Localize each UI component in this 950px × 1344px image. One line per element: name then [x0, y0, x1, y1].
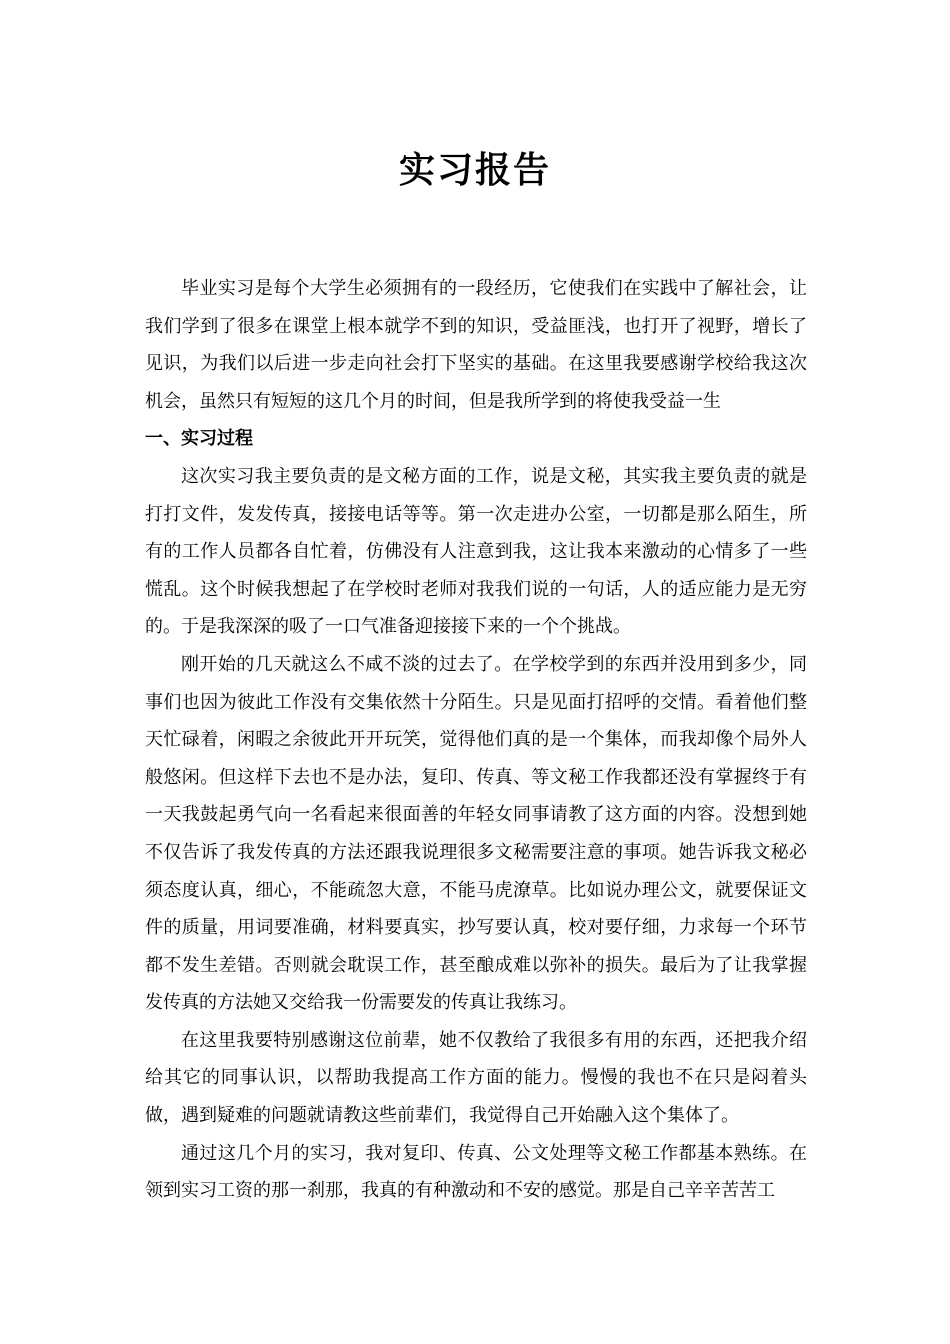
body-paragraph: 通过这几个月的实习，我对复印、传真、公文处理等文秘工作都基本熟练。在领到实习工资的那一刹那，我真的有种激动和不安的感觉。那是自己辛辛苦苦工 [145, 1142, 807, 1202]
body-paragraph: 这次实习我主要负责的是文秘方面的工作，说是文秘，其实我主要负责的就是打打文件，发发传真，接接电话等等。第一次走进办公室，一切都是那么陌生，所有的工作人员都各自忙着，仿佛没有人注意到我，这让我本来激动的心情多了一些慌乱。这个时候我想起了在学校时老师对我我们说的一句话，人的适应能力是无穷的。于是我深深的吸了一口气准备迎接接下来的一个个挑战。 [145, 465, 807, 638]
section-heading: 一、实习过程 [145, 428, 253, 450]
body-paragraph: 在这里我要特别感谢这位前辈，她不仅教给了我很多有用的东西，还把我介绍给其它的同事认识，以帮助我提高工作方面的能力。慢慢的我也不在只是闷着头做，遇到疑难的问题就请教这些前辈们，我觉得自己开始融入这个集体了。 [145, 1029, 807, 1127]
document-body [145, 270, 807, 1210]
body-paragraph: 刚开始的几天就这么不咸不淡的过去了。在学校学到的东西并没用到多少，同事们也因为彼此工作没有交集依然十分陌生。只是见面打招呼的交情。看着他们整天忙碌着，闲暇之余彼此开开玩笑，觉得他们真的是一个集体，而我却像个局外人般悠闲。但这样下去也不是办法，复印、传真、等文秘工作我都还没有掌握终于有一天我鼓起勇气向一名看起来很面善的年轻女同事请教了这方面的内容。没想到她不仅告诉了我发传真的方法还跟我说理很多文秘需要注意的事项。她告诉我文秘必须态度认真，细心，不能疏忽大意，不能马虎潦草。比如说办理公文，就要保证文件的质量，用词要准确，材料要真实，抄写要认真，校对要仔细，力求每一个环节都不发生差错。否则就会耽误工作，甚至酿成难以弥补的损失。最后为了让我掌握发传真的方法她又交给我一份需要发的传真让我练习。 [145, 653, 807, 1014]
intro-paragraph: 毕业实习是每个大学生必须拥有的一段经历，它使我们在实践中了解社会，让我们学到了很多在课堂上根本就学不到的知识，受益匪浅，也打开了视野，增长了见识，为我们以后进一步走向社会打下坚实的基础。在这里我要感谢学校给我这次机会，虽然只有短短的这几个月的时间，但是我所学到的将使我受益一生 [145, 278, 807, 412]
document-title: 实习报告 [398, 149, 551, 191]
